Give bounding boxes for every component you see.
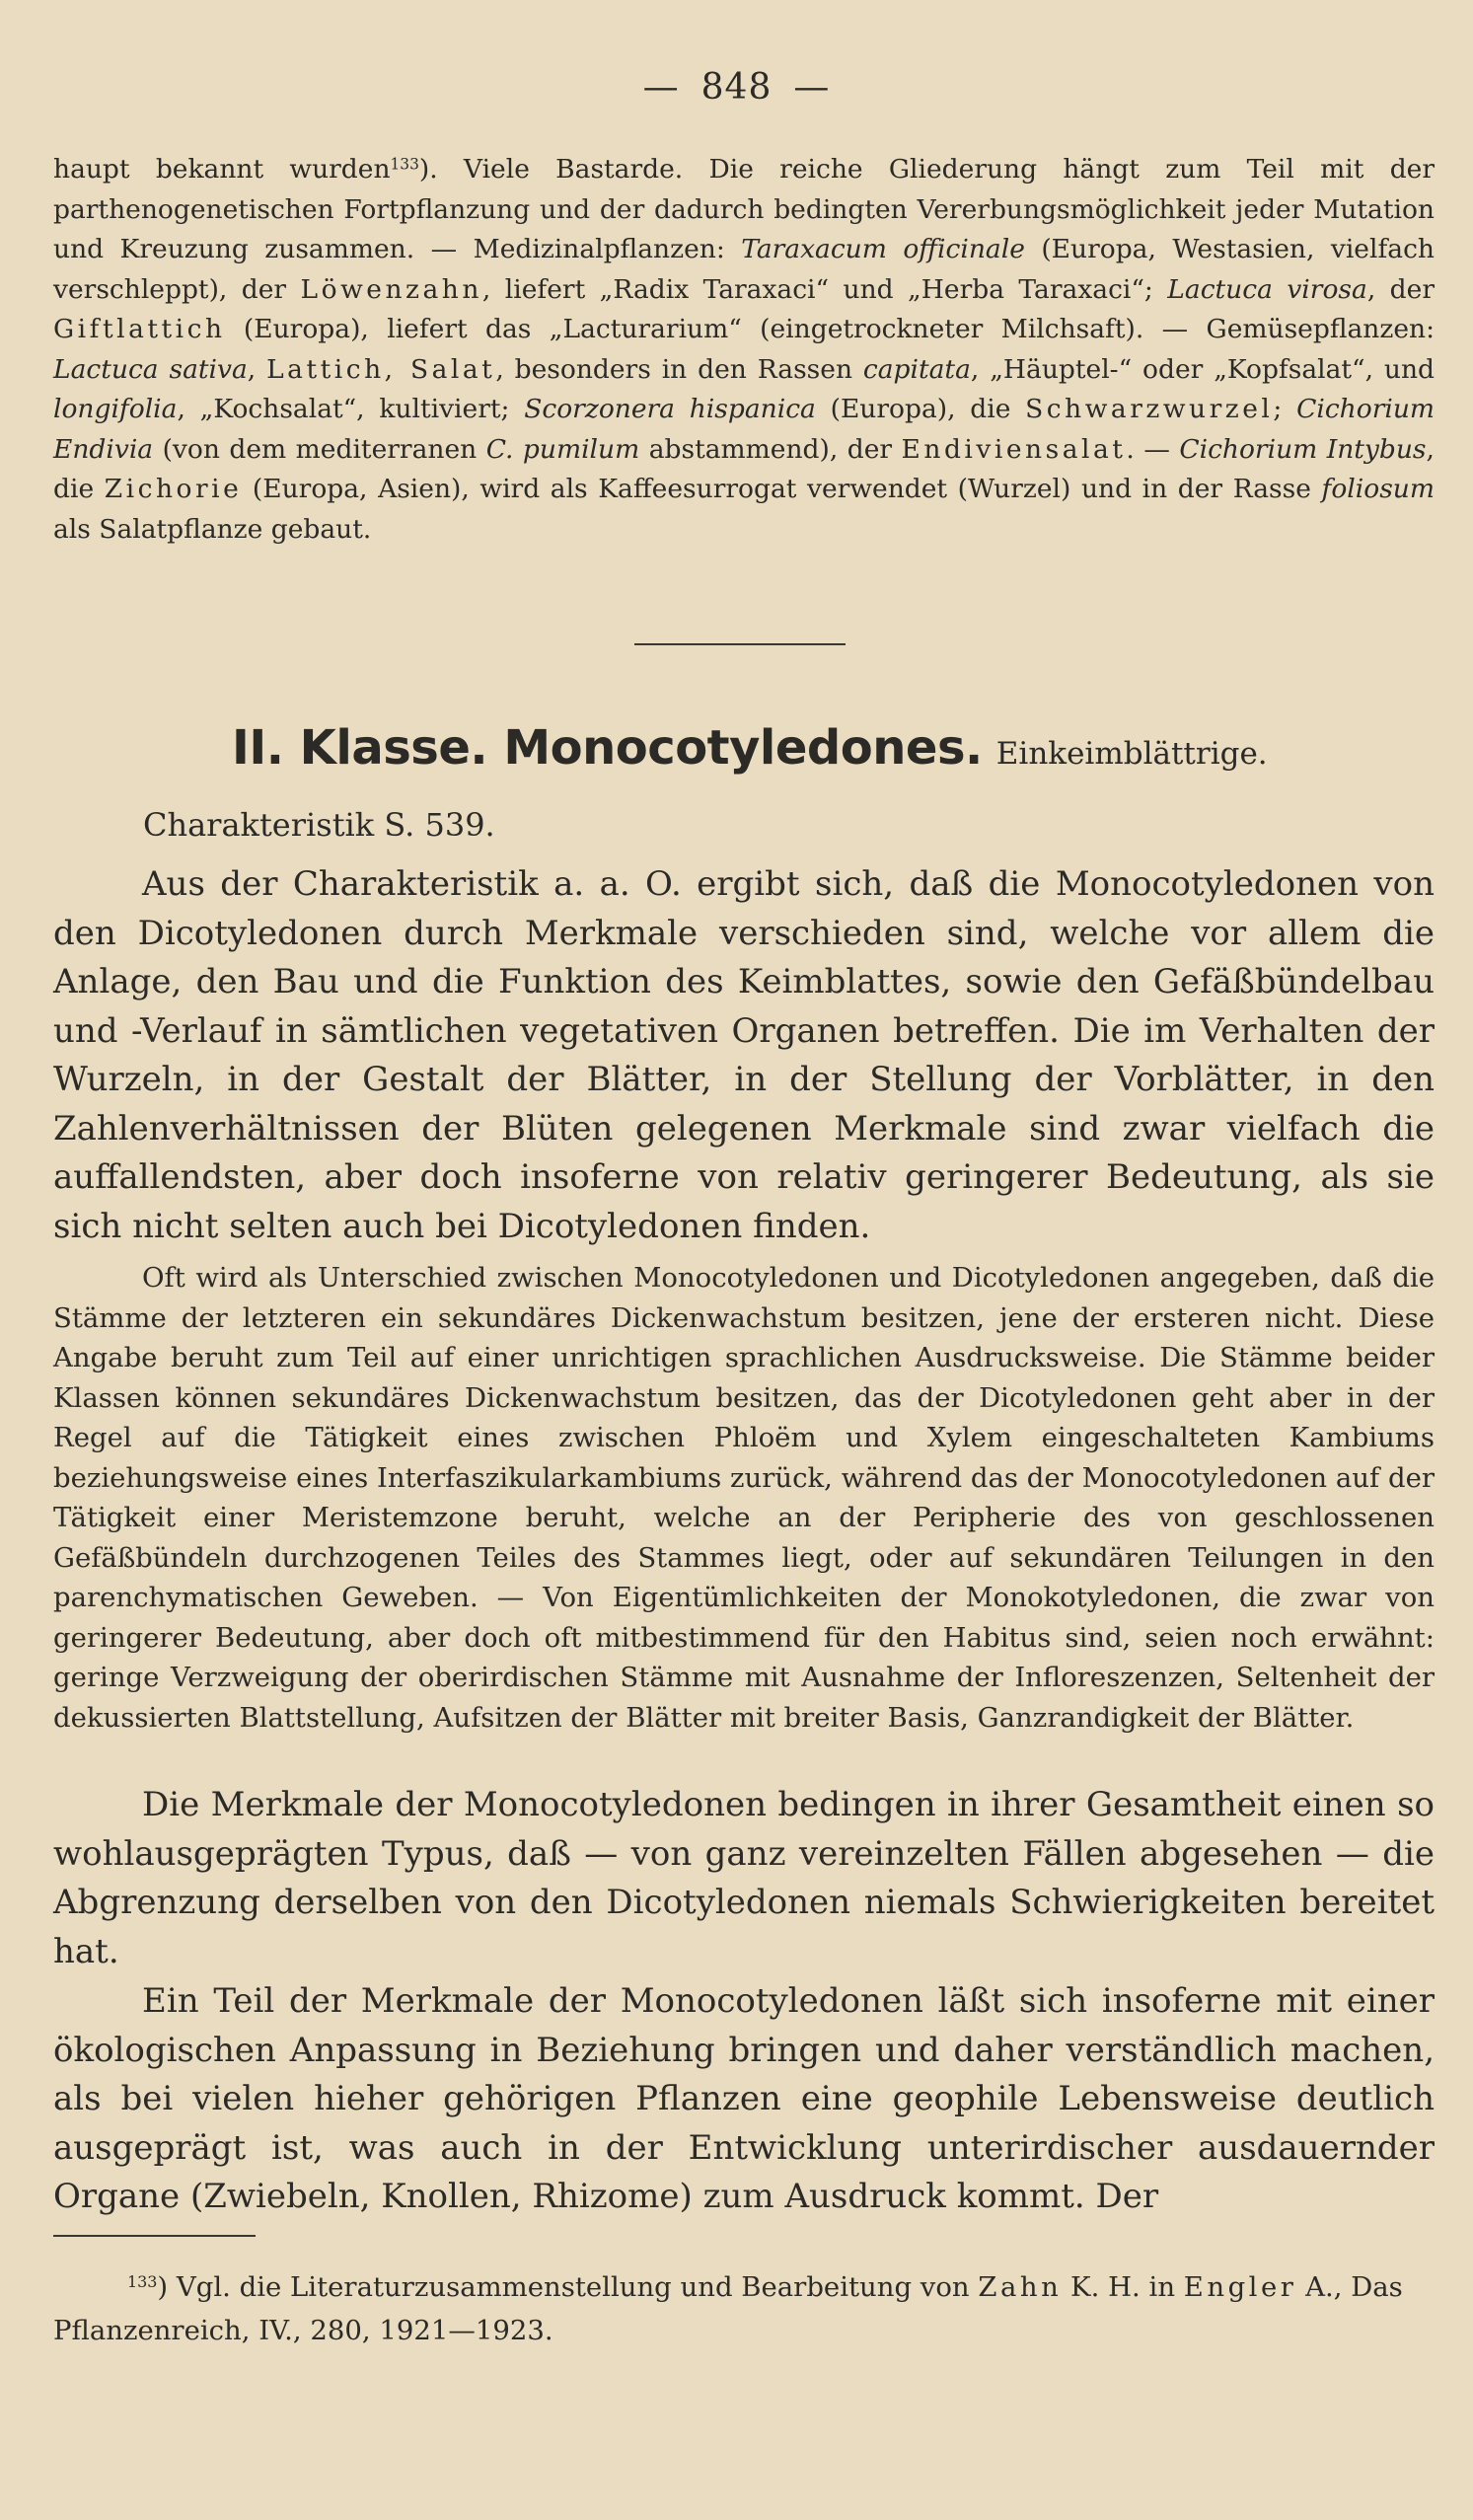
taxon-name: C. pumilum	[485, 433, 640, 465]
text: , besonders in den Rassen	[495, 353, 863, 385]
text: abstammend), der	[639, 433, 902, 465]
page-number-line	[0, 67, 1473, 108]
footnote-marker: 133	[127, 2272, 158, 2292]
dash-right: —	[793, 67, 831, 108]
text: A., Das Pflanzenreich, IV., 280, 1921—1923.	[53, 2271, 1403, 2346]
text: , liefert „Radix Taraxaci“ und „Herba Taraxaci“;	[481, 273, 1168, 305]
taxon-name: capitata	[862, 353, 971, 385]
top-paragraph	[53, 150, 1435, 550]
text: (Europa, Asien), wird als Kaffeesurrogat verwendet (Wurzel) und in der Rasse	[242, 474, 1322, 504]
common-name: Schwarzwurzel	[1025, 394, 1274, 424]
paragraph-1: Aus der Charakteristik a. a. O. ergibt sich, daß die Monocotyledonen von den Dicotyledonen durch Merkmale verschieden sind, welche vor allem die Anlage, den Bau und die Funktion des Keimblattes, sowie den Gefäßbündelbau und -Verlauf in sämtlichen vegetativen Organen betreffen. Die im Verhalten der Wurzeln, in der Gestalt der Blätter, in der Stellung der Vorblätter, in den Zahlenverhältnissen der Blüten gelegenen Merkmale sind zwar vielfach die auffallendsten, aber doch insoferne von relativ geringerer Bedeutung, als sie sich nicht selten auch bei Dicotyledonen finden.	[53, 864, 1435, 1246]
text: ,	[247, 353, 267, 385]
taxon-name: Taraxacum officinale	[741, 234, 1025, 264]
taxon-name: Scorzonera hispanica	[524, 394, 816, 424]
section-subtitle: Einkeimblättrige.	[995, 736, 1268, 772]
taxon-name: Cichorium Intybus	[1179, 433, 1427, 465]
text: , der	[1366, 273, 1435, 305]
section-divider	[634, 643, 846, 645]
section-title: II. Klasse. Monocotyledones.	[232, 720, 983, 776]
footnote-rule	[53, 2235, 256, 2237]
text: (Europa, Westasien, vielfach verschleppt), der	[53, 234, 1435, 305]
dash-left: —	[642, 67, 680, 108]
text: . —	[1126, 433, 1180, 465]
paragraph-3: Ein Teil der Merkmale der Monocotyledonen läßt sich insoferne mit einer ökologischen Anpassung in Beziehung bringen und daher verständlich machen, als bei vielen hieher gehörigen Pflanzen eine geophile Lebensweise deutlich ausgeprägt ist, was auch in der Entwicklung unterirdischer ausdauernder Organe (Zwiebeln, Knollen, Rhizome) zum Ausdruck kommt. Der	[53, 1981, 1435, 2216]
text: als Salatpflanze gebaut.	[53, 513, 372, 545]
taxon-name: longifolia	[53, 394, 178, 424]
paragraph-2: Die Merkmale der Monocotyledonen bedingen in ihrer Gesamtheit einen so wohlausgeprägten Typus, daß — von ganz vereinzelten Fällen abgesehen — die Abgrenzung derselben von den Dicotyledonen niemals Schwierigkeiten bereitet hat.	[53, 1785, 1435, 1971]
text: (Europa), die	[815, 394, 1026, 424]
taxon-name: Lactuca virosa	[1167, 273, 1367, 305]
text: (von dem mediterranen	[153, 433, 486, 465]
text: ) Vgl. die Literaturzusammenstellung und Bearbeitung von	[157, 2271, 979, 2303]
taxon-name: Lactuca sativa	[53, 353, 248, 385]
text: ;	[1273, 394, 1297, 424]
text: (Europa), liefert das „Lacturarium“ (eingetrockneter Milchsaft). — Gemüsepflanzen:	[225, 314, 1435, 344]
taxon-name: Cichorium Endivia	[53, 394, 1436, 465]
page-number: 848	[700, 67, 773, 108]
common-name: Lattich, Salat	[266, 353, 496, 385]
paragraph-small-print: Oft wird als Unterschied zwischen Monocotyledonen und Dicotyledonen angegeben, daß die Stämme der letzteren ein sekundäres Dickenwachstum besitzen, jene der ersteren nicht. Diese Angabe beruht zum Teil auf einer unrichtigen sprachlichen Ausdrucksweise. Die Stämme beider Klassen können sekundäres Dickenwachstum besitzen, das der Dicotyledonen geht aber in der Regel auf die Tätigkeit eines zwischen Phloëm und Xylem eingeschalteten Kambiums beziehungsweise eines Interfaszikularkambiums zurück, während das der Monocotyledonen auf der Tätigkeit einer Meristemzone beruht, welche an der Peripherie des von geschlossenen Gefäßbündeln durchzogenen Teiles des Stammes liegt, oder auf sekundären Teilungen in den parenchymatischen Geweben. — Von Eigentümlichkeiten der Monokotyledonen, die zwar von geringerer Bedeutung, aber doch oft mitbestimmend für den Habitus sind, seien noch erwähnt: geringe Verzweigung der oberirdischen Stämme mit Ausnahme der Infloreszenzen, Seltenheit der dekussierten Blattstellung, Aufsitzen der Blätter mit breiter Basis, Ganzrandigkeit der Blätter.	[53, 1262, 1435, 1734]
author-name: Zahn	[978, 2271, 1063, 2303]
taxon-name: foliosum	[1321, 474, 1435, 504]
text: , „Häuptel-“ oder „Kopfsalat“, und	[970, 353, 1435, 385]
common-name: Giftlattich	[53, 314, 226, 344]
footnote-reference: 133	[390, 155, 419, 174]
author-name: Engler	[1183, 2271, 1297, 2303]
common-name: Zichorie	[104, 474, 243, 504]
text: , „Kochsalat“, kultiviert;	[177, 394, 525, 424]
section-heading	[232, 720, 1436, 776]
text: haupt bekannt wurden	[53, 154, 391, 185]
common-name: Löwenzahn	[300, 273, 482, 305]
footnote	[53, 2265, 1435, 2352]
common-name: Endiviensalat	[901, 433, 1127, 465]
text: , die	[53, 433, 1435, 504]
text: ). Viele Bastarde. Die reiche Gliederung hängt zum Teil mit der parthenogenetischen Fortpflanzung und der dadurch bedingten Vererbungsmöglichkeit jeder Mutation und Kreuzung zusammen. — Medizinalpflanzen:	[53, 154, 1436, 264]
charakteristik-reference: Charakteristik S. 539.	[143, 806, 495, 844]
text: K. H. in	[1062, 2271, 1184, 2303]
